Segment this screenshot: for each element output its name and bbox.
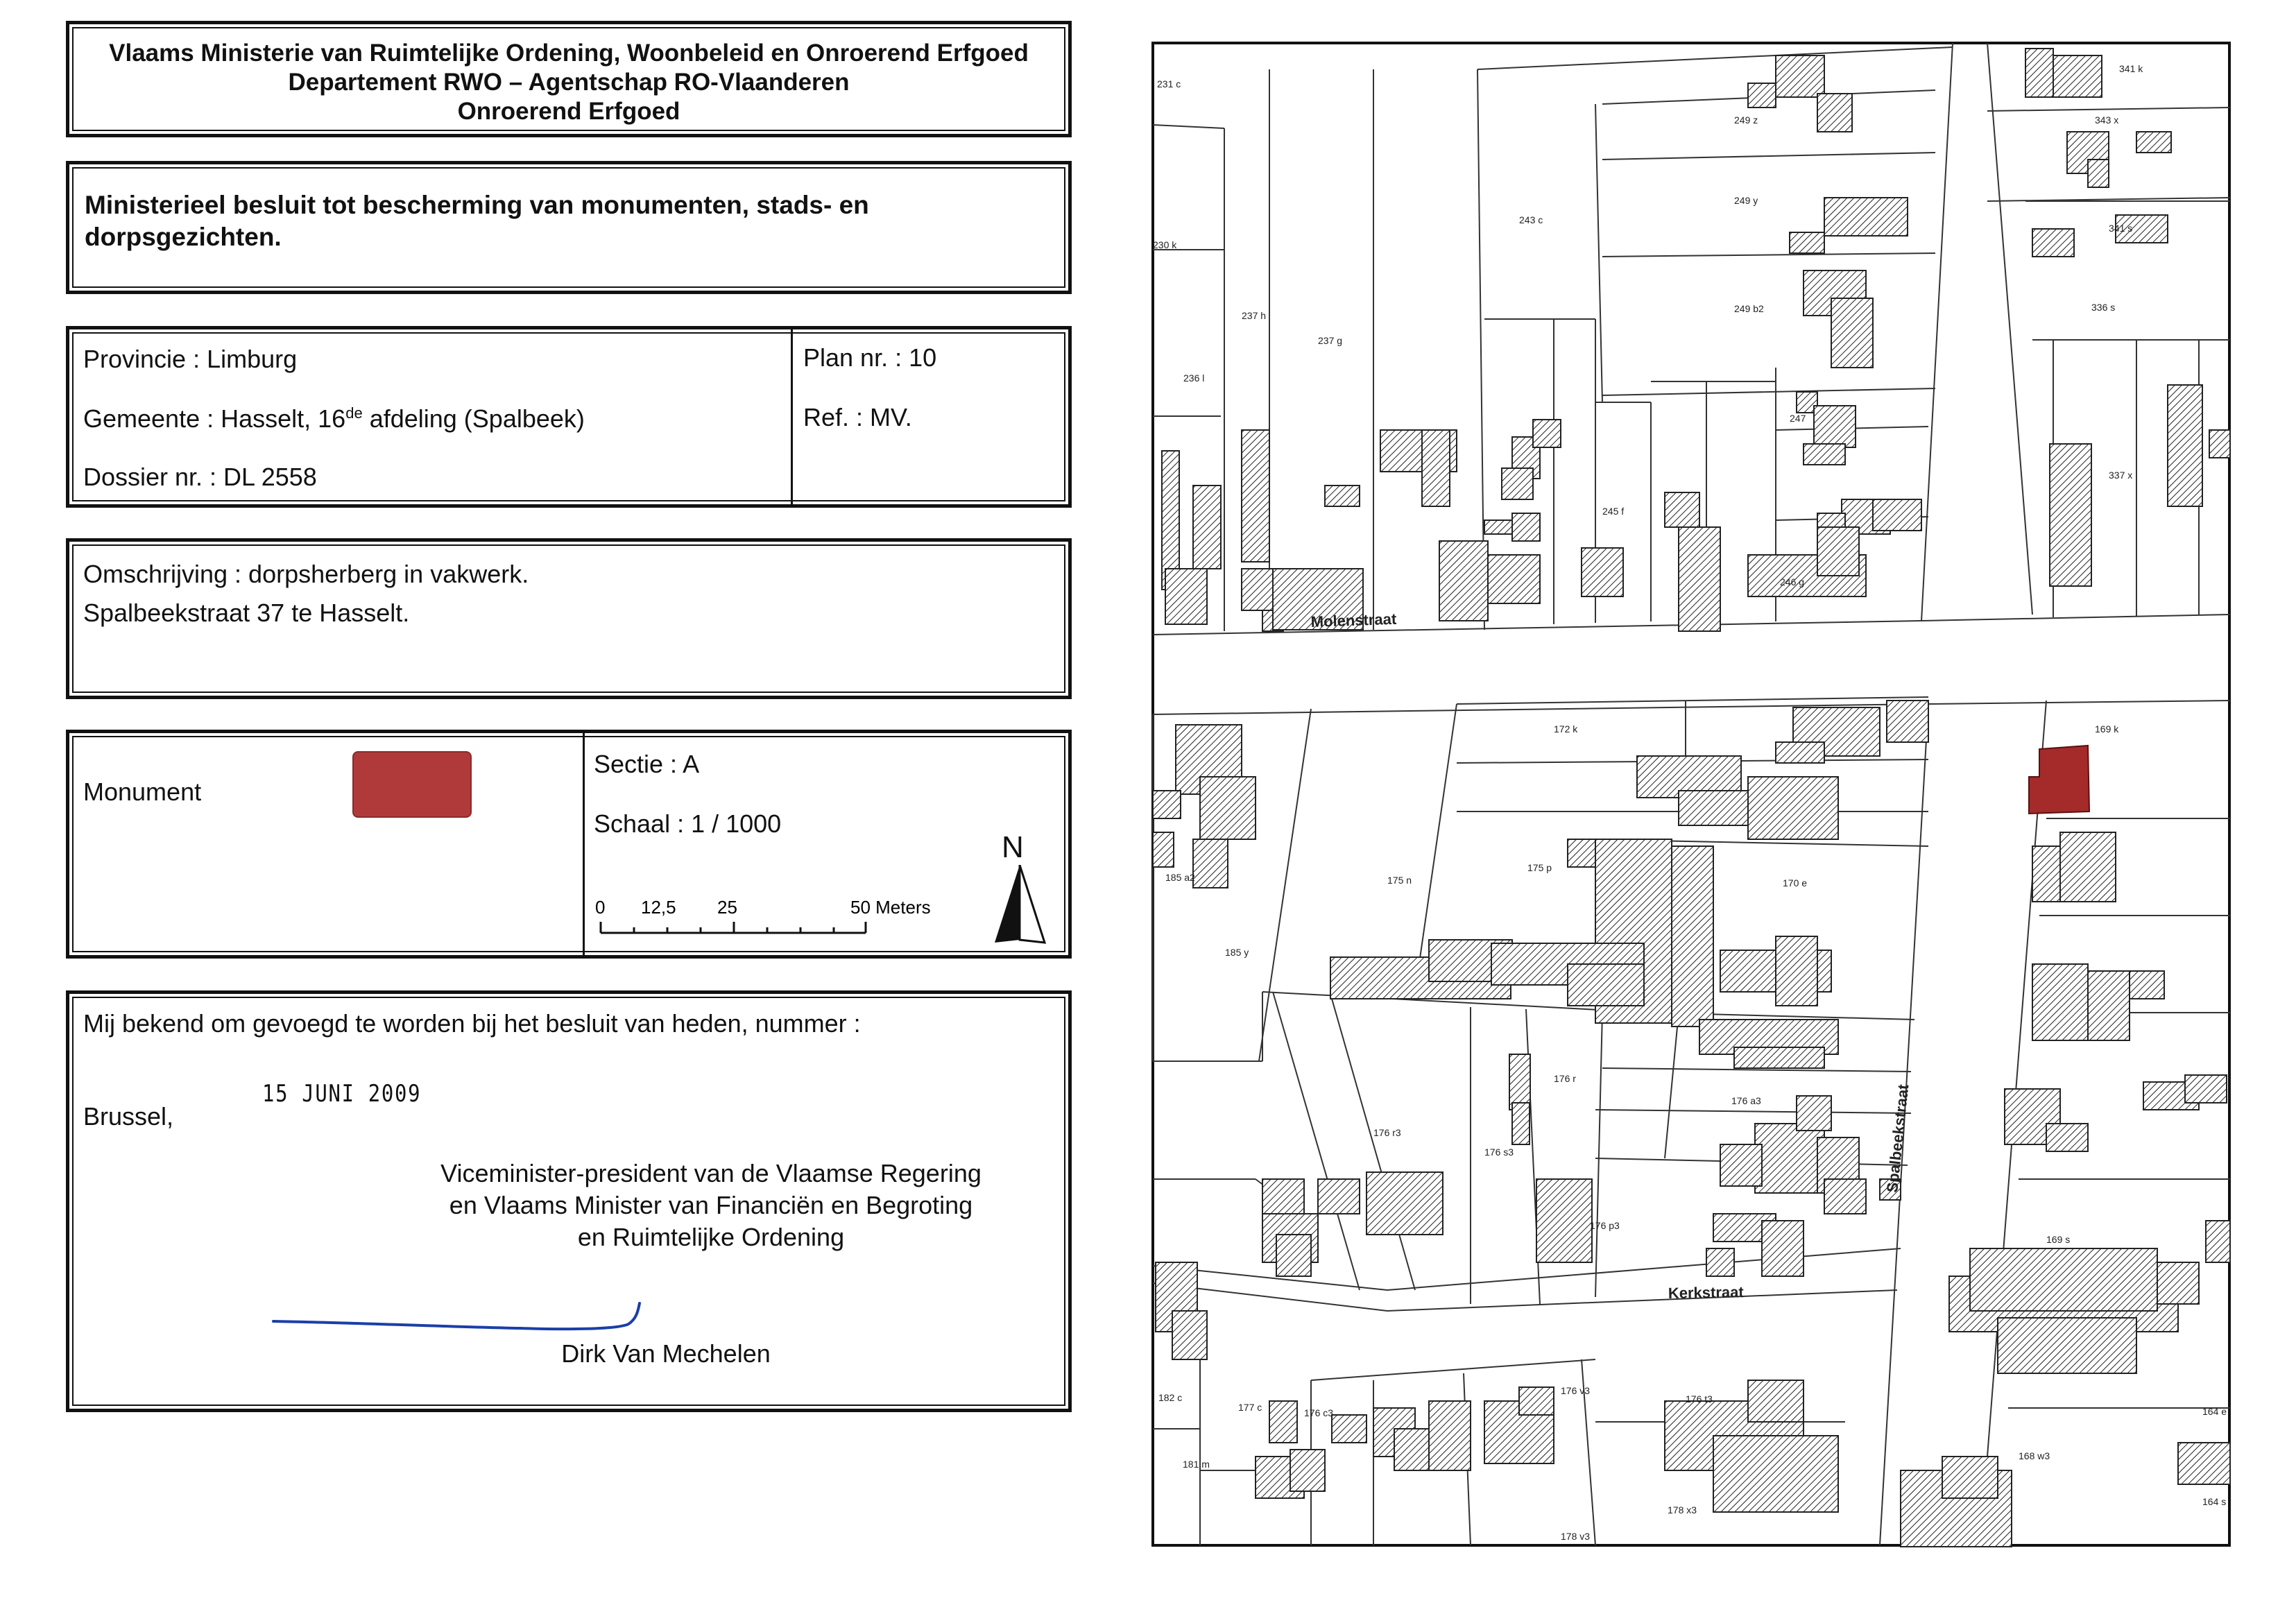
scale-tick-50: 50 Meters	[850, 897, 931, 918]
parcel-label: 175 n	[1387, 875, 1412, 886]
provincie: Provincie : Limburg	[83, 345, 298, 373]
decree-box	[66, 161, 1072, 294]
monument-label: Monument	[83, 778, 202, 806]
scale-minor-ticks	[601, 922, 866, 933]
parcel-label: 336 s	[2091, 302, 2116, 313]
parcel-label: 176 r3	[1373, 1127, 1401, 1138]
parcel-label: 176 t3	[1686, 1393, 1713, 1405]
legend-divider	[583, 733, 585, 955]
parcel-label: 169 k	[2095, 723, 2119, 735]
parcel-label: 249 z	[1734, 114, 1758, 126]
parcel-label: 176 p3	[1590, 1220, 1620, 1231]
minister-title-2: en Vlaams Minister van Financiën en Begroting	[449, 1191, 973, 1219]
cadastral-map	[1151, 42, 2234, 1554]
description-line1: Omschrijving : dorpsherberg in vakwerk.	[83, 560, 529, 588]
minister-title-1: Viceminister-president van de Vlaamse Regering	[440, 1159, 982, 1187]
parcel-label: 246 g	[1780, 576, 1805, 587]
parcel-label: 247	[1790, 413, 1806, 424]
parcel-label: 182 c	[1158, 1392, 1183, 1403]
monument-swatch	[352, 751, 472, 818]
description-line2: Spalbeekstraat 37 te Hasselt.	[83, 599, 410, 627]
parcel-label: 181 m	[1183, 1459, 1210, 1470]
street-kerkstraat: Kerkstraat	[1668, 1283, 1744, 1302]
schaal: Schaal : 1 / 1000	[594, 809, 782, 838]
parcel-label: 230 k	[1153, 239, 1177, 250]
parcel-label: 231 c	[1157, 78, 1181, 89]
parcel-label: 172 k	[1554, 723, 1578, 735]
parcel-label: 341 s	[2109, 223, 2133, 234]
parcel-label: 164 e	[2202, 1406, 2227, 1417]
dossier-number: Dossier nr. : DL 2558	[83, 463, 317, 491]
gemeente-prefix: Gemeente : Hasselt, 16	[83, 404, 346, 433]
parcel-label: 185 a2	[1165, 872, 1195, 883]
parcel-label: 168 w3	[2019, 1450, 2050, 1461]
parcel-label: 249 b2	[1734, 303, 1764, 314]
parcel-label: 175 p	[1527, 862, 1552, 873]
known-line: Mij bekend om gevoegd te worden bij het besluit van heden, nummer :	[83, 1009, 861, 1038]
parcel-label: 185 y	[1225, 947, 1249, 958]
reference: Ref. : MV.	[803, 403, 912, 431]
scale-tick-25: 25	[717, 897, 737, 918]
parcel-label: 176 v3	[1561, 1385, 1591, 1396]
sectie: Sectie : A	[594, 750, 700, 778]
parcel-label: 164 s	[2202, 1496, 2227, 1507]
gemeente-suffix: afdeling (Spalbeek)	[362, 404, 585, 433]
street-spalbeekstraat: Spalbeekstraat	[1883, 1083, 1912, 1194]
department-name: Departement RWO – Agentschap RO-Vlaanderen	[288, 69, 850, 96]
parcel-label: 237 g	[1318, 335, 1343, 346]
north-arrow-icon	[992, 865, 1047, 948]
decree-title-line1: Ministerieel besluit tot bescherming van monumenten, stads- en	[85, 191, 869, 219]
street-molenstraat: Molenstraat	[1310, 610, 1397, 630]
header-box	[66, 21, 1072, 137]
handwritten-signature	[271, 1299, 659, 1341]
parcel-label: 170 e	[1783, 877, 1808, 888]
parcel-label: 337 x	[2109, 470, 2133, 481]
scale-tick-12-5: 12,5	[641, 897, 676, 918]
signature-box	[66, 990, 1072, 1412]
parcel-label: 178 x3	[1668, 1504, 1697, 1515]
parcel-label: 169 s	[2046, 1234, 2071, 1245]
date-stamp: 15 JUNI 2009	[262, 1080, 422, 1108]
parcel-label: 245 f	[1602, 506, 1625, 517]
decree-title-line2: dorpsgezichten.	[85, 223, 282, 251]
parcel-label: 236 l	[1183, 372, 1205, 384]
ministry-name: Vlaams Ministerie van Ruimtelijke Ordening, Woonbeleid en Onroerend Erfgoed	[109, 40, 1029, 67]
place: Brussel,	[83, 1102, 174, 1131]
north-label: N	[1002, 830, 1024, 864]
parcel-label: 249 y	[1734, 195, 1758, 206]
description-box	[66, 538, 1072, 699]
legend-box	[66, 730, 1072, 959]
parcel-label: 176 c3	[1304, 1407, 1334, 1418]
gemeente-sup: de	[345, 404, 363, 422]
plan-number: Plan nr. : 10	[803, 343, 937, 372]
parcel-label: 237 h	[1242, 310, 1267, 321]
scale-tick-0: 0	[595, 897, 606, 918]
parcel-label: 341 k	[2119, 63, 2143, 74]
parcel-label: 176 s3	[1484, 1147, 1514, 1158]
scale-bar	[594, 893, 954, 962]
parcel-label: 178 v3	[1561, 1531, 1591, 1542]
agency-name: Onroerend Erfgoed	[457, 98, 680, 125]
parcel-label: 243 c	[1519, 214, 1543, 225]
parcel-label: 177 c	[1238, 1402, 1262, 1413]
info-divider	[791, 329, 793, 504]
minister-title-3: en Ruimtelijke Ordening	[577, 1223, 845, 1251]
parcel-label: 343 x	[2095, 114, 2119, 126]
parcel-label: 176 a3	[1731, 1095, 1761, 1106]
minister-name: Dirk Van Mechelen	[561, 1339, 771, 1368]
info-box	[66, 326, 1072, 508]
gemeente	[83, 404, 585, 433]
parcel-label: 176 r	[1554, 1073, 1576, 1084]
